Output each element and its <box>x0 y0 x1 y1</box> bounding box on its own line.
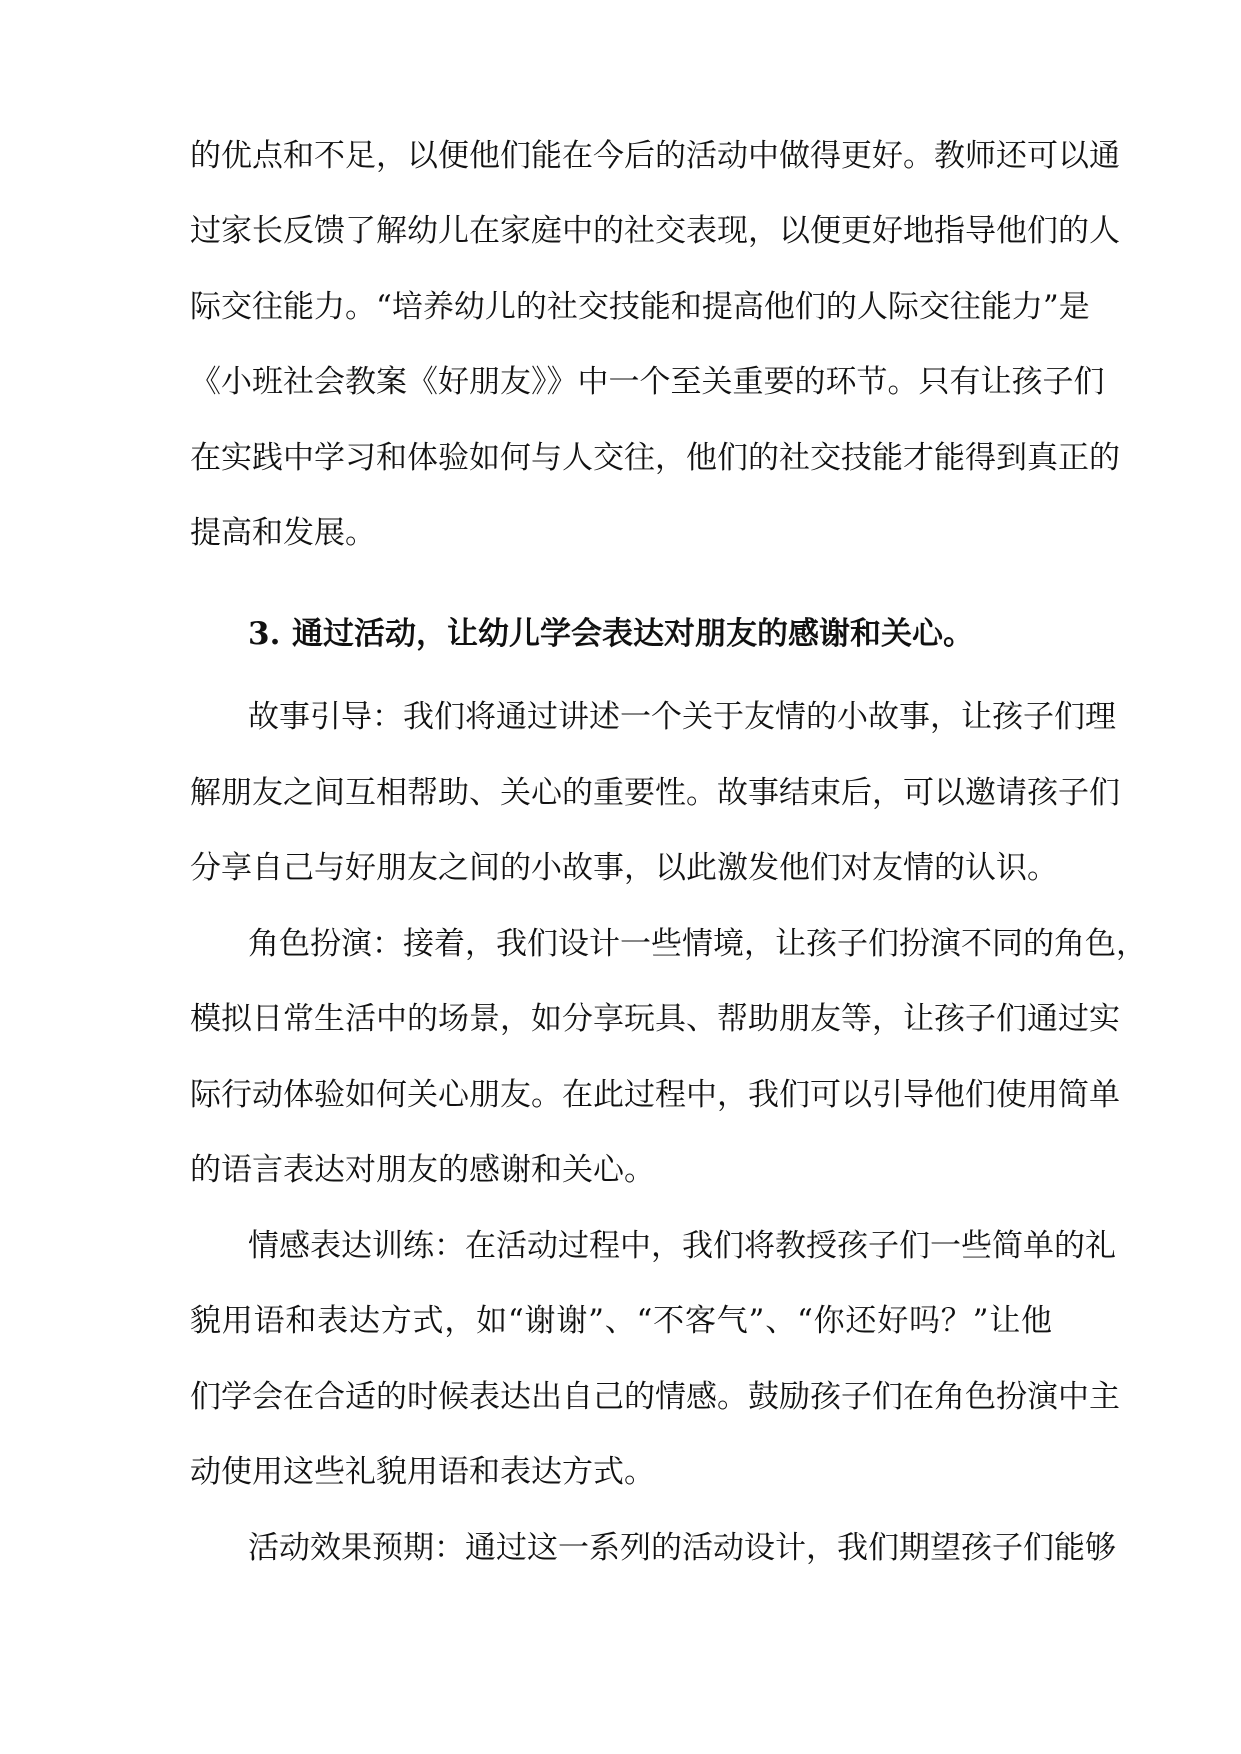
section-number: 3. <box>248 616 281 652</box>
roleplay-paragraph-line-4: 的语言表达对朋友的感谢和关心。 <box>190 1152 655 1188</box>
intro-line-1: 的优点和不足，以便他们能在今后的活动中做得更好。教师还可以通 <box>190 138 1120 174</box>
story-paragraph-line-3: 分享自己与好朋友之间的小故事，以此激发他们对友情的认识。 <box>190 850 1058 886</box>
roleplay-paragraph-line-1: 角色扮演：接着，我们设计一些情境，让孩子们扮演不同的角色， <box>248 926 1147 962</box>
intro-line-2: 过家长反馈了解幼儿在家庭中的社交表现，以便更好地指导他们的人 <box>190 213 1120 249</box>
expression-paragraph-line-4: 动使用这些礼貌用语和表达方式。 <box>190 1454 655 1490</box>
intro-line-5: 在实践中学习和体验如何与人交往，他们的社交技能才能得到真正的 <box>190 440 1120 476</box>
section-heading <box>248 614 1052 654</box>
outcome-paragraph-line-1: 活动效果预期：通过这一系列的活动设计，我们期望孩子们能够 <box>248 1530 1116 1566</box>
intro-line-4: 《小班社会教案《好朋友》》中一个至关重要的环节。只有让孩子们 <box>190 364 1105 400</box>
expression-paragraph-line-3: 们学会在合适的时候表达出自己的情感。鼓励孩子们在角色扮演中主 <box>190 1379 1120 1415</box>
section-title: 通过活动，让幼儿学会表达对朋友的感谢和关心。 <box>292 616 974 652</box>
intro-line-6: 提高和发展。 <box>190 515 376 551</box>
expression-paragraph-line-1: 情感表达训练：在活动过程中，我们将教授孩子们一些简单的礼 <box>248 1228 1116 1264</box>
roleplay-paragraph-line-2: 模拟日常生活中的场景，如分享玩具、帮助朋友等，让孩子们通过实 <box>190 1001 1120 1037</box>
story-paragraph-line-2: 解朋友之间互相帮助、关心的重要性。故事结束后，可以邀请孩子们 <box>190 775 1120 811</box>
story-paragraph-line-1: 故事引导：我们将通过讲述一个关于友情的小故事，让孩子们理 <box>248 699 1116 735</box>
roleplay-paragraph-line-3: 际行动体验如何关心朋友。在此过程中，我们可以引导他们使用简单 <box>190 1077 1120 1113</box>
expression-paragraph-line-2: 貌用语和表达方式，如“谢谢”、“不客气”、“你还好吗？”让他 <box>190 1303 1052 1339</box>
intro-line-3: 际交往能力。“培养幼儿的社交技能和提高他们的人际交往能力”是 <box>190 289 1090 325</box>
